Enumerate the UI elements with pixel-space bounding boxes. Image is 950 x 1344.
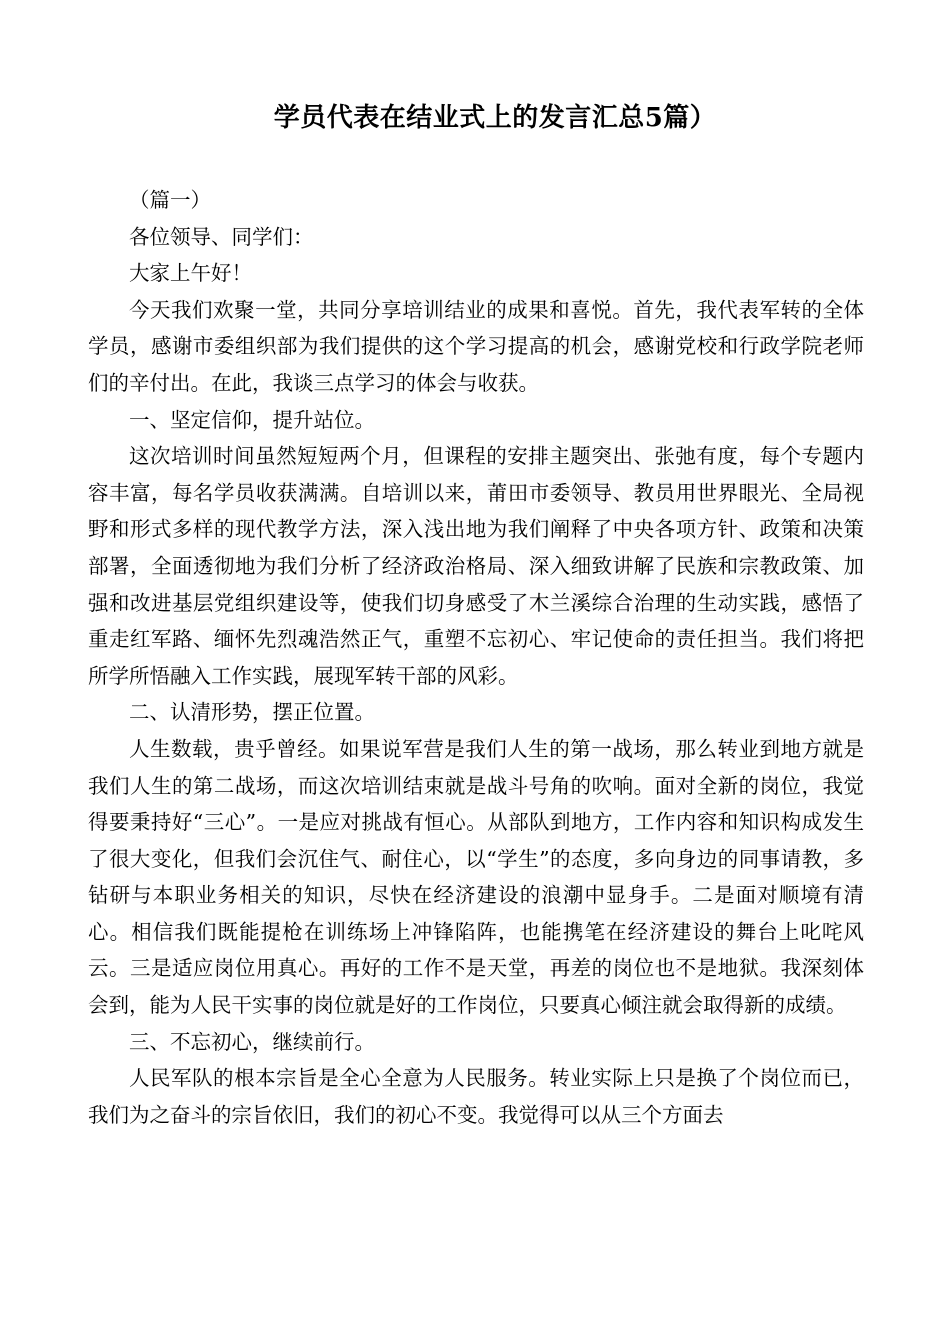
- heading-point-two: 二、认清形势，摆正位置。: [129, 700, 375, 725]
- paragraph-point-three: 人民军队的根本宗旨是全心全意为人民服务。转业实际上只是换了个岗位而已，我们为之奋斗的宗旨依旧，我们的初心不变。我觉得可以从三个方面去: [88, 1066, 864, 1127]
- heading-point-three: 三、不忘初心，继续前行。: [129, 1029, 375, 1054]
- paragraph-salutation: 各位领导、同学们：: [129, 224, 314, 249]
- paragraph-point-two: 人生数载，贵乎曾经。如果说军营是我们人生的第一战场，那么转业到地方就是我们人生的第二战场，而这次培训结束就是战斗号角的吹响。面对全新的岗位，我觉得要秉持好“三心”。一是应对挑战有恒心。从部队到地方，工作内容和知识构成发生了很大变化，但我们会沉住气、耐住心，以“学生”的态度，多向身边的同事请教，多钻研与本职业务相关的知识，尽快在经济建设的浪潮中显身手。二是面对顺境有清心。相信我们既能提枪在训练场上冲锋陷阵，也能携笔在经济建设的舞台上叱咤风云。三是适应岗位用真心。再好的工作不是天堂，再差的岗位也不是地狱。我深刻体会到，能为人民干实事的岗位就是好的工作岗位，只要真心倾注就会取得新的成绩。: [88, 736, 864, 1018]
- paragraph-point-one: 这次培训时间虽然短短两个月，但课程的安排主题突出、张弛有度，每个专题内容丰富，每名学员收获满满。自培训以来，莆田市委领导、教员用世界眼光、全局视野和形式多样的现代教学方法，深入浅出地为我们阐释了中央各项方针、政策和决策部署，全面透彻地为我们分析了经济政治格局、深入细致讲解了民族和宗教政策、加强和改进基层党组织建设等，使我们切身感受了木兰溪综合治理的生动实践，感悟了重走红军路、缅怀先烈魂浩然正气，重塑不忘初心、牢记使命的责任担当。我们将把所学所悟融入工作实践，展现军转干部的风彩。: [88, 444, 864, 688]
- document-body: [88, 182, 864, 1133]
- heading-point-one: 一、坚定信仰，提升站位。: [129, 407, 375, 432]
- document-title: 学员代表在结业式上的发言汇总5篇）: [273, 103, 717, 133]
- paragraph-greeting: 大家上午好！: [129, 261, 252, 286]
- paragraph-opening: 今天我们欢聚一堂，共同分享培训结业的成果和喜悦。首先，我代表军转的全体学员，感谢市委组织部为我们提供的这个学习提高的机会，感谢党校和行政学院老师们的辛付出。在此，我谈三点学习的体会与收获。: [88, 297, 864, 395]
- paragraph-section-label: （篇一）: [129, 188, 211, 212]
